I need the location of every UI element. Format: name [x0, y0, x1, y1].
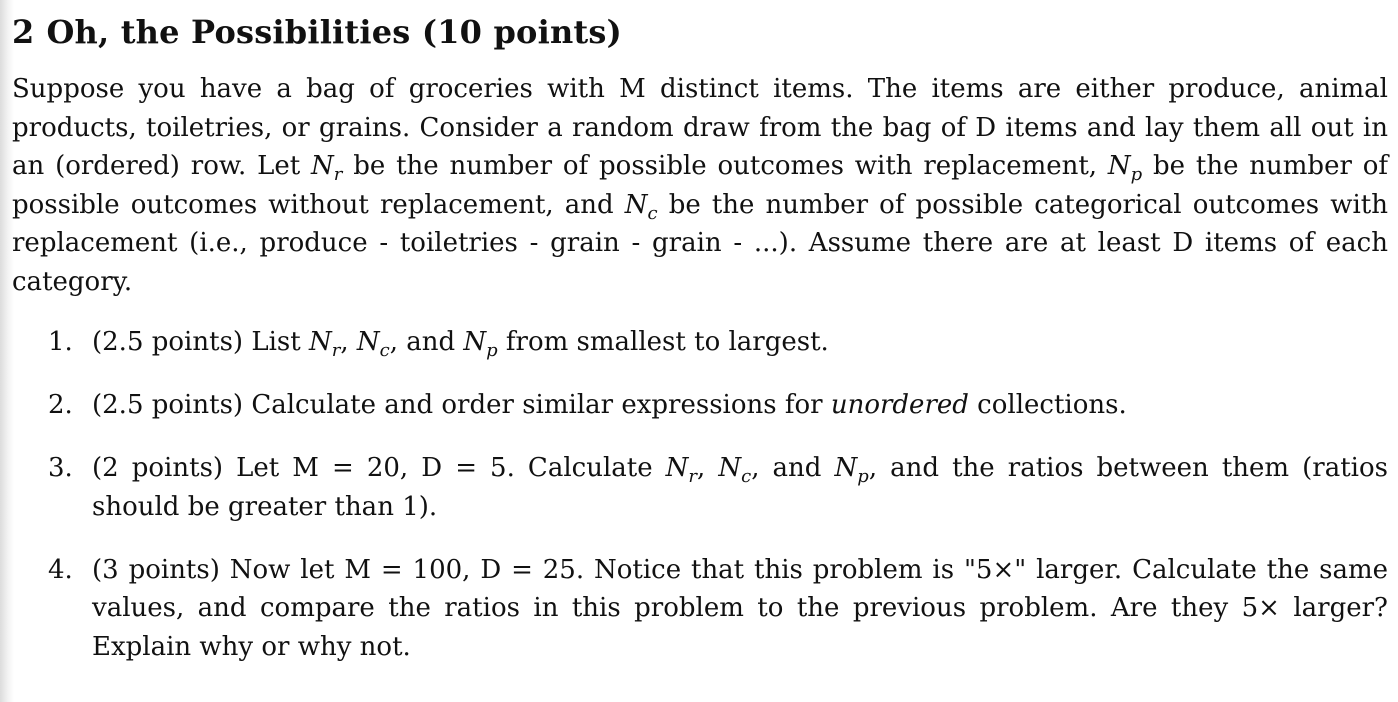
section-heading	[12, 8, 1388, 56]
math-N-r: $N_r$	[311, 151, 343, 185]
document-page	[12, 8, 1388, 691]
math-N-c: $N_c$	[624, 189, 658, 224]
question-item-3: 3. (2 points) Let M = 20, D = 5. Calculate $N_r$, $N_c$, and $N_p$, and the ratios between them (ratios should be greater than 1).	[12, 449, 1388, 526]
problem-statement	[12, 70, 1388, 301]
question-list	[12, 323, 1388, 666]
item-number: 3.	[48, 453, 73, 483]
section-number: 2	[12, 13, 35, 51]
math-N-p: $N_p$	[1107, 151, 1143, 185]
emphasis-text: unordered	[830, 390, 969, 420]
math-N-r: $N_r$	[308, 327, 341, 361]
statement-text: be the number of possible categorical outcomes with replacement (i.e., produce - toiletries - grain - grain - ...). Assume there are at least D items of each category.	[12, 189, 1388, 297]
item-number: 2.	[48, 390, 73, 420]
math-N-c: $N_c$	[718, 453, 752, 487]
item-number: 1.	[48, 327, 73, 357]
question-item-2: 2. (2.5 points) Calculate and order similar expressions for unordered collections.	[12, 386, 1388, 425]
math-N-p: $N_p$	[463, 327, 498, 361]
question-item-4: 4. (3 points) Now let M = 100, D = 25. Notice that this problem is "5×" larger. Calculate the same values, and compare the ratios in this problem to the previous problem. Are they 5× larger? Explain why or why not.	[12, 551, 1388, 667]
statement-text: be the number of possible outcomes without replacement, and	[12, 151, 1388, 220]
math-N-r: $N_r$	[665, 453, 698, 487]
statement-text: Suppose you have a bag of groceries with M distinct items. The items are either produce, animal products, toiletries, or grains. Consider a random draw from the bag of D items and lay them all out in an (ordered) row. Let	[12, 74, 1388, 181]
item-number: 4.	[48, 554, 73, 585]
section-title: Oh, the Possibilities (10 points)	[46, 13, 622, 51]
math-N-c: $N_c$	[356, 327, 390, 361]
question-item-1: 1. (2.5 points) List $N_r$, $N_c$, and $N_p$ from smallest to largest.	[12, 323, 1388, 362]
math-N-p: $N_p$	[834, 453, 869, 487]
statement-text: be the number of possible outcomes with replacement,	[342, 151, 1108, 181]
